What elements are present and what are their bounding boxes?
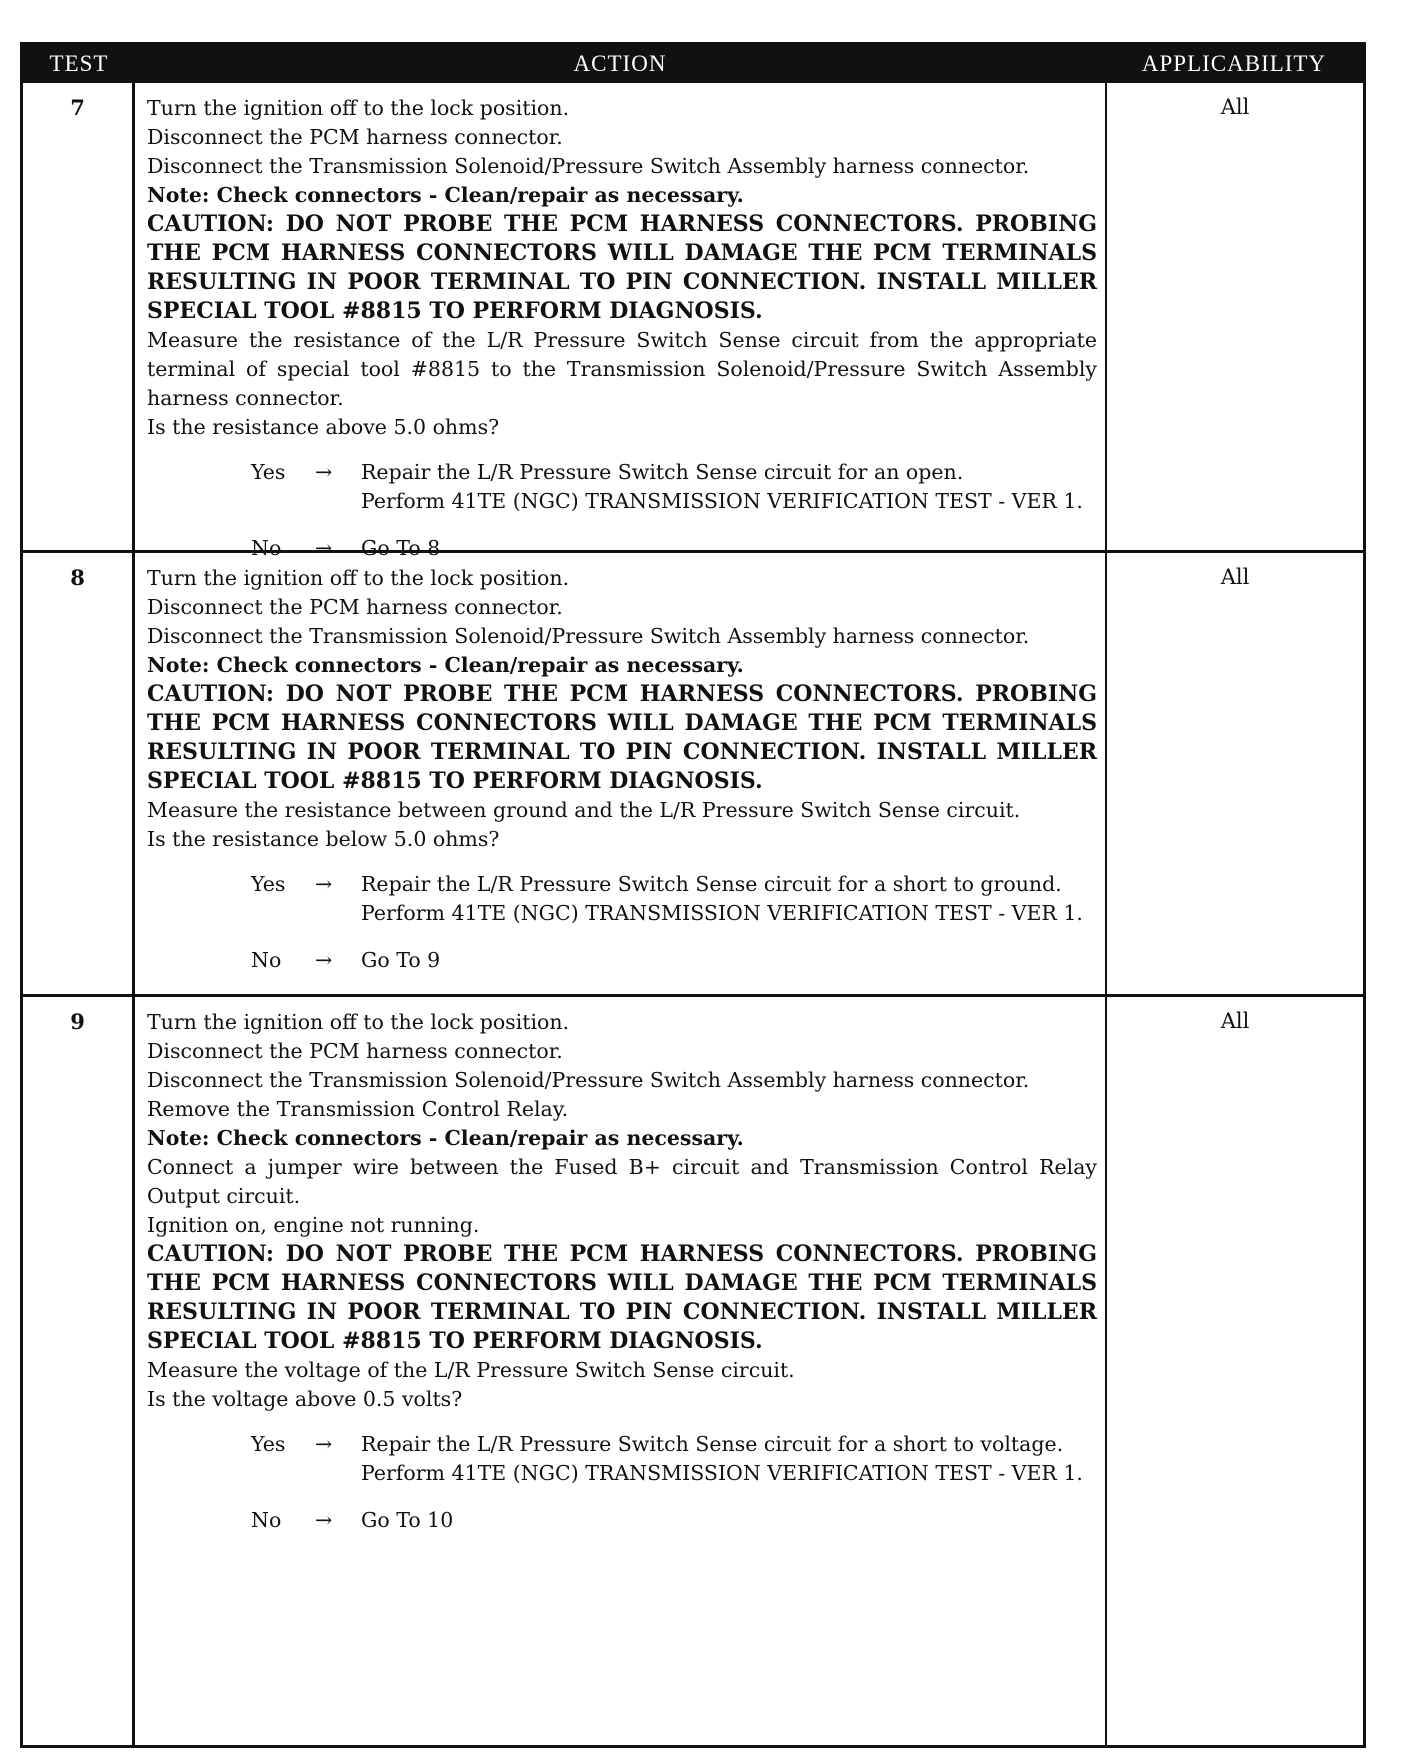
step-line: Disconnect the PCM harness connector.	[147, 125, 563, 149]
no-answer	[147, 946, 1097, 975]
applicability-cell: All	[1105, 553, 1363, 994]
arrow-right-icon: →	[315, 460, 333, 484]
no-label: No	[251, 948, 282, 972]
note-text: Note: Check connectors - Clean/repair as necessary.	[147, 1126, 744, 1150]
arrow-right-icon: →	[315, 1432, 333, 1456]
goto-text: Go To 9	[361, 948, 441, 972]
step-line: Disconnect the PCM harness connector.	[147, 1039, 563, 1063]
caution-text: CAUTION: DO NOT PROBE THE PCM HARNESS CONNECTORS. PROBING THE PCM HARNESS CONNECTORS WILL DAMAGE THE PCM TERMINALS RESULTING IN POOR TERMINAL TO PIN CONNECTION. INSTALL MILLER SPECIAL TOOL #8815 TO PERFORM DIAGNOSIS.	[147, 681, 1097, 794]
table-row-test-8	[23, 553, 1363, 997]
applicability-cell: All	[1105, 83, 1363, 550]
question-text: Is the voltage above 0.5 volts?	[147, 1387, 463, 1411]
test-number: 7	[23, 83, 135, 550]
test-number: 8	[23, 553, 135, 994]
arrow-right-icon: →	[315, 948, 333, 972]
caution-text: CAUTION: DO NOT PROBE THE PCM HARNESS CONNECTORS. PROBING THE PCM HARNESS CONNECTORS WILL DAMAGE THE PCM TERMINALS RESULTING IN POOR TERMINAL TO PIN CONNECTION. INSTALL MILLER SPECIAL TOOL #8815 TO PERFORM DIAGNOSIS.	[147, 211, 1097, 324]
yes-label: Yes	[251, 460, 286, 484]
step-line: Disconnect the Transmission Solenoid/Pressure Switch Assembly harness connector.	[147, 624, 1030, 648]
step-line: Disconnect the Transmission Solenoid/Pressure Switch Assembly harness connector.	[147, 154, 1030, 178]
yes-answer	[147, 458, 1097, 516]
yes-answer	[147, 870, 1097, 928]
arrow-right-icon: →	[315, 536, 333, 560]
yes-perform-text: Perform 41TE (NGC) TRANSMISSION VERIFICATION TEST - VER 1.	[361, 489, 1083, 513]
connect-text: Connect a jumper wire between the Fused B+ circuit and Transmission Control Relay Output circuit.	[147, 1155, 1097, 1208]
yes-action-text: Repair the L/R Pressure Switch Sense circuit for a short to voltage.	[361, 1432, 1064, 1456]
step-line: Disconnect the PCM harness connector.	[147, 595, 563, 619]
measure-text: Measure the voltage of the L/R Pressure Switch Sense circuit.	[147, 1358, 795, 1382]
header-action: ACTION	[573, 51, 667, 76]
caution-text: CAUTION: DO NOT PROBE THE PCM HARNESS CONNECTORS. PROBING THE PCM HARNESS CONNECTORS WILL DAMAGE THE PCM TERMINALS RESULTING IN POOR TERMINAL TO PIN CONNECTION. INSTALL MILLER SPECIAL TOOL #8815 TO PERFORM DIAGNOSIS.	[147, 1241, 1097, 1354]
arrow-right-icon: →	[315, 1508, 333, 1532]
table-header	[23, 45, 1363, 83]
yes-perform-text: Perform 41TE (NGC) TRANSMISSION VERIFICATION TEST - VER 1.	[361, 901, 1083, 925]
diagnostic-table	[20, 42, 1366, 1748]
table-row-test-7	[23, 83, 1363, 560]
step-line: Turn the ignition off to the lock position.	[147, 566, 570, 590]
yes-action-text: Repair the L/R Pressure Switch Sense circuit for an open.	[361, 460, 964, 484]
step-line: Turn the ignition off to the lock position.	[147, 1010, 570, 1034]
goto-text: Go To 8	[361, 536, 441, 560]
question-text: Is the resistance below 5.0 ohms?	[147, 827, 500, 851]
action-cell	[135, 997, 1105, 1745]
header-test: TEST	[49, 51, 109, 76]
question-text: Is the resistance above 5.0 ohms?	[147, 415, 500, 439]
no-label: No	[251, 1508, 282, 1532]
action-cell	[135, 83, 1105, 560]
yes-answer	[147, 1430, 1097, 1488]
arrow-right-icon: →	[315, 872, 333, 896]
no-label: No	[251, 536, 282, 560]
ignition-text: Ignition on, engine not running.	[147, 1213, 480, 1237]
goto-text: Go To 10	[361, 1508, 454, 1532]
yes-label: Yes	[251, 1432, 286, 1456]
no-answer	[147, 1506, 1097, 1535]
yes-action-text: Repair the L/R Pressure Switch Sense circuit for a short to ground.	[361, 872, 1062, 896]
measure-text: Measure the resistance of the L/R Pressure Switch Sense circuit from the appropriate terminal of special tool #8815 to the Transmission Solenoid/Pressure Switch Assembly harness connector.	[147, 328, 1097, 410]
note-text: Note: Check connectors - Clean/repair as necessary.	[147, 183, 744, 207]
note-text: Note: Check connectors - Clean/repair as necessary.	[147, 653, 744, 677]
applicability-cell: All	[1105, 997, 1363, 1745]
yes-label: Yes	[251, 872, 286, 896]
test-number: 9	[23, 997, 135, 1745]
step-line: Turn the ignition off to the lock position.	[147, 96, 570, 120]
measure-text: Measure the resistance between ground and the L/R Pressure Switch Sense circuit.	[147, 798, 1021, 822]
step-line: Remove the Transmission Control Relay.	[147, 1097, 569, 1121]
table-row-test-9	[23, 997, 1363, 1745]
step-line: Disconnect the Transmission Solenoid/Pressure Switch Assembly harness connector.	[147, 1068, 1030, 1092]
yes-perform-text: Perform 41TE (NGC) TRANSMISSION VERIFICATION TEST - VER 1.	[361, 1461, 1083, 1485]
header-applicability: APPLICABILITY	[1141, 51, 1327, 76]
action-cell	[135, 553, 1105, 994]
